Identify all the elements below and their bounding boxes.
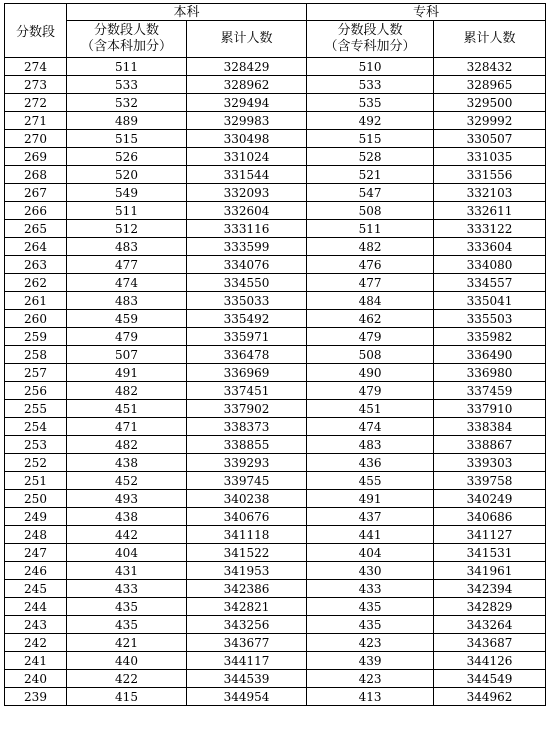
zhuanke-count-cell: 490 — [307, 364, 434, 382]
zhuanke-count-cell: 483 — [307, 436, 434, 454]
zhuanke-count-cell: 474 — [307, 418, 434, 436]
benke-count-cell: 433 — [67, 580, 187, 598]
benke-count-cell: 435 — [67, 616, 187, 634]
benke-cumulative-cell: 339745 — [187, 472, 307, 490]
table-row — [5, 274, 546, 292]
benke-cumulative-cell: 339293 — [187, 454, 307, 472]
benke-count-cell: 421 — [67, 634, 187, 652]
benke-count-cell: 431 — [67, 562, 187, 580]
benke-cumulative-cell: 338373 — [187, 418, 307, 436]
zhuanke-count-header-line2: （含专科加分） — [324, 39, 416, 54]
zhuanke-cumulative-cell: 328965 — [434, 76, 546, 94]
score-cell: 266 — [5, 202, 67, 220]
score-cell: 244 — [5, 598, 67, 616]
benke-count-cell: 549 — [67, 184, 187, 202]
zhuanke-count-header — [307, 21, 434, 58]
benke-cumulative-cell: 341118 — [187, 526, 307, 544]
zhuanke-count-cell: 484 — [307, 292, 434, 310]
zhuanke-cumulative-cell: 331556 — [434, 166, 546, 184]
zhuanke-count-cell: 479 — [307, 382, 434, 400]
table-row — [5, 94, 546, 112]
zhuanke-count-cell: 423 — [307, 670, 434, 688]
benke-count-cell: 482 — [67, 382, 187, 400]
benke-count-cell: 520 — [67, 166, 187, 184]
table-row — [5, 58, 546, 76]
score-cell: 247 — [5, 544, 67, 562]
benke-group-header: 本科 — [67, 4, 307, 21]
table-row — [5, 166, 546, 184]
header-row-columns — [5, 21, 546, 58]
table-row — [5, 472, 546, 490]
score-cell: 263 — [5, 256, 67, 274]
zhuanke-cumulative-cell: 328432 — [434, 58, 546, 76]
zhuanke-count-cell: 511 — [307, 220, 434, 238]
zhuanke-cumulative-cell: 339303 — [434, 454, 546, 472]
score-cell: 270 — [5, 130, 67, 148]
zhuanke-cumulative-cell: 338384 — [434, 418, 546, 436]
table-row — [5, 310, 546, 328]
score-cell: 269 — [5, 148, 67, 166]
table-row — [5, 292, 546, 310]
zhuanke-cumulative-cell: 336980 — [434, 364, 546, 382]
benke-cumulative-cell: 337451 — [187, 382, 307, 400]
zhuanke-cumulative-cell: 332103 — [434, 184, 546, 202]
table-row — [5, 652, 546, 670]
table-row — [5, 400, 546, 418]
score-cell: 252 — [5, 454, 67, 472]
benke-cumulative-cell: 336478 — [187, 346, 307, 364]
benke-cumulative-cell: 328429 — [187, 58, 307, 76]
zhuanke-cumulative-cell: 337910 — [434, 400, 546, 418]
benke-count-cell: 435 — [67, 598, 187, 616]
zhuanke-count-cell: 439 — [307, 652, 434, 670]
benke-cumulative-header: 累计人数 — [187, 21, 307, 58]
zhuanke-count-cell: 515 — [307, 130, 434, 148]
zhuanke-count-cell: 436 — [307, 454, 434, 472]
zhuanke-cumulative-cell: 343687 — [434, 634, 546, 652]
benke-cumulative-cell: 336969 — [187, 364, 307, 382]
benke-count-cell: 440 — [67, 652, 187, 670]
score-column-header: 分数段 — [5, 4, 67, 58]
zhuanke-cumulative-cell: 334080 — [434, 256, 546, 274]
table-row — [5, 346, 546, 364]
benke-cumulative-cell: 343256 — [187, 616, 307, 634]
zhuanke-count-cell: 441 — [307, 526, 434, 544]
benke-count-cell: 532 — [67, 94, 187, 112]
table-row — [5, 688, 546, 706]
benke-cumulative-cell: 329983 — [187, 112, 307, 130]
table-row — [5, 148, 546, 166]
table-row — [5, 220, 546, 238]
zhuanke-cumulative-cell: 334557 — [434, 274, 546, 292]
score-cell: 249 — [5, 508, 67, 526]
benke-count-cell: 415 — [67, 688, 187, 706]
benke-count-cell: 515 — [67, 130, 187, 148]
zhuanke-count-cell: 521 — [307, 166, 434, 184]
zhuanke-count-cell: 533 — [307, 76, 434, 94]
benke-cumulative-cell: 335033 — [187, 292, 307, 310]
score-cell: 255 — [5, 400, 67, 418]
zhuanke-cumulative-cell: 335982 — [434, 328, 546, 346]
zhuanke-count-cell: 430 — [307, 562, 434, 580]
score-cell: 272 — [5, 94, 67, 112]
zhuanke-cumulative-cell: 344962 — [434, 688, 546, 706]
zhuanke-count-cell: 433 — [307, 580, 434, 598]
zhuanke-count-cell: 535 — [307, 94, 434, 112]
table-row — [5, 670, 546, 688]
benke-cumulative-cell: 337902 — [187, 400, 307, 418]
score-cell: 256 — [5, 382, 67, 400]
zhuanke-count-cell: 547 — [307, 184, 434, 202]
zhuanke-count-cell: 404 — [307, 544, 434, 562]
zhuanke-cumulative-cell: 333604 — [434, 238, 546, 256]
benke-count-cell: 507 — [67, 346, 187, 364]
benke-cumulative-cell: 332604 — [187, 202, 307, 220]
table-row — [5, 238, 546, 256]
zhuanke-cumulative-cell: 343264 — [434, 616, 546, 634]
zhuanke-count-cell: 479 — [307, 328, 434, 346]
table-row — [5, 202, 546, 220]
zhuanke-count-cell: 508 — [307, 202, 434, 220]
zhuanke-count-cell: 476 — [307, 256, 434, 274]
benke-count-cell: 533 — [67, 76, 187, 94]
zhuanke-cumulative-cell: 339758 — [434, 472, 546, 490]
benke-cumulative-cell: 344539 — [187, 670, 307, 688]
benke-cumulative-cell: 335492 — [187, 310, 307, 328]
benke-count-cell: 479 — [67, 328, 187, 346]
table-row — [5, 598, 546, 616]
zhuanke-count-cell: 451 — [307, 400, 434, 418]
benke-cumulative-cell: 334076 — [187, 256, 307, 274]
table-row — [5, 184, 546, 202]
table-row — [5, 544, 546, 562]
zhuanke-count-cell: 413 — [307, 688, 434, 706]
zhuanke-cumulative-cell: 331035 — [434, 148, 546, 166]
benke-cumulative-cell: 330498 — [187, 130, 307, 148]
score-cell: 258 — [5, 346, 67, 364]
benke-cumulative-cell: 331024 — [187, 148, 307, 166]
benke-count-cell: 477 — [67, 256, 187, 274]
zhuanke-cumulative-cell: 341127 — [434, 526, 546, 544]
benke-count-header-line1: 分数段人数 — [93, 23, 159, 38]
benke-count-cell: 471 — [67, 418, 187, 436]
benke-count-cell: 422 — [67, 670, 187, 688]
zhuanke-count-cell: 492 — [307, 112, 434, 130]
score-cell: 268 — [5, 166, 67, 184]
zhuanke-count-cell: 435 — [307, 598, 434, 616]
zhuanke-cumulative-cell: 335503 — [434, 310, 546, 328]
zhuanke-count-cell: 491 — [307, 490, 434, 508]
zhuanke-count-cell: 477 — [307, 274, 434, 292]
zhuanke-cumulative-cell: 330507 — [434, 130, 546, 148]
benke-count-cell: 474 — [67, 274, 187, 292]
benke-cumulative-cell: 333599 — [187, 238, 307, 256]
zhuanke-count-cell: 482 — [307, 238, 434, 256]
zhuanke-cumulative-cell: 337459 — [434, 382, 546, 400]
zhuanke-cumulative-cell: 342394 — [434, 580, 546, 598]
zhuanke-count-header-line1: 分数段人数 — [337, 23, 403, 38]
table-row — [5, 490, 546, 508]
table-row — [5, 508, 546, 526]
score-cell: 240 — [5, 670, 67, 688]
table-row — [5, 76, 546, 94]
zhuanke-count-cell: 462 — [307, 310, 434, 328]
benke-cumulative-cell: 341953 — [187, 562, 307, 580]
table-row — [5, 580, 546, 598]
score-cell: 254 — [5, 418, 67, 436]
benke-cumulative-cell: 343677 — [187, 634, 307, 652]
benke-cumulative-cell: 338855 — [187, 436, 307, 454]
benke-cumulative-cell: 340676 — [187, 508, 307, 526]
benke-count-cell: 482 — [67, 436, 187, 454]
zhuanke-cumulative-cell: 335041 — [434, 292, 546, 310]
zhuanke-cumulative-cell: 344126 — [434, 652, 546, 670]
score-cell: 265 — [5, 220, 67, 238]
zhuanke-cumulative-header: 累计人数 — [434, 21, 546, 58]
table-row — [5, 112, 546, 130]
benke-cumulative-cell: 334550 — [187, 274, 307, 292]
score-cell: 243 — [5, 616, 67, 634]
table-row — [5, 616, 546, 634]
zhuanke-cumulative-cell: 340686 — [434, 508, 546, 526]
zhuanke-cumulative-cell: 336490 — [434, 346, 546, 364]
benke-count-cell: 512 — [67, 220, 187, 238]
score-cell: 273 — [5, 76, 67, 94]
table-row — [5, 562, 546, 580]
score-cell: 242 — [5, 634, 67, 652]
benke-count-cell: 483 — [67, 292, 187, 310]
score-cell: 262 — [5, 274, 67, 292]
benke-count-cell: 493 — [67, 490, 187, 508]
zhuanke-group-header: 专科 — [307, 4, 546, 21]
table-row — [5, 328, 546, 346]
zhuanke-cumulative-cell: 342829 — [434, 598, 546, 616]
table-row — [5, 256, 546, 274]
score-cell: 246 — [5, 562, 67, 580]
score-cell: 253 — [5, 436, 67, 454]
benke-count-cell: 511 — [67, 58, 187, 76]
zhuanke-cumulative-cell: 344549 — [434, 670, 546, 688]
table-row — [5, 130, 546, 148]
benke-cumulative-cell: 333116 — [187, 220, 307, 238]
score-cell: 239 — [5, 688, 67, 706]
table-row — [5, 454, 546, 472]
benke-cumulative-cell: 342821 — [187, 598, 307, 616]
zhuanke-cumulative-cell: 332611 — [434, 202, 546, 220]
zhuanke-cumulative-cell: 333122 — [434, 220, 546, 238]
score-distribution-table — [4, 3, 546, 706]
zhuanke-cumulative-cell: 329500 — [434, 94, 546, 112]
score-cell: 248 — [5, 526, 67, 544]
benke-cumulative-cell: 342386 — [187, 580, 307, 598]
zhuanke-cumulative-cell: 341961 — [434, 562, 546, 580]
zhuanke-cumulative-cell: 329992 — [434, 112, 546, 130]
benke-cumulative-cell: 335971 — [187, 328, 307, 346]
table-row — [5, 418, 546, 436]
table-row — [5, 382, 546, 400]
zhuanke-cumulative-cell: 340249 — [434, 490, 546, 508]
benke-cumulative-cell: 344117 — [187, 652, 307, 670]
zhuanke-count-cell: 423 — [307, 634, 434, 652]
score-cell: 267 — [5, 184, 67, 202]
table-body — [5, 58, 546, 706]
benke-count-header-line2: （含本科加分） — [80, 39, 172, 54]
zhuanke-count-cell: 455 — [307, 472, 434, 490]
zhuanke-count-cell: 508 — [307, 346, 434, 364]
score-cell: 245 — [5, 580, 67, 598]
benke-count-cell: 483 — [67, 238, 187, 256]
table-row — [5, 364, 546, 382]
score-cell: 257 — [5, 364, 67, 382]
zhuanke-count-cell: 510 — [307, 58, 434, 76]
score-cell: 259 — [5, 328, 67, 346]
benke-count-cell: 526 — [67, 148, 187, 166]
benke-cumulative-cell: 331544 — [187, 166, 307, 184]
zhuanke-cumulative-cell: 338867 — [434, 436, 546, 454]
benke-count-cell: 404 — [67, 544, 187, 562]
benke-cumulative-cell: 344954 — [187, 688, 307, 706]
score-cell: 251 — [5, 472, 67, 490]
header-row-groups — [5, 4, 546, 21]
benke-count-cell: 452 — [67, 472, 187, 490]
score-cell: 264 — [5, 238, 67, 256]
score-cell: 260 — [5, 310, 67, 328]
score-cell: 274 — [5, 58, 67, 76]
table-row — [5, 436, 546, 454]
benke-count-cell: 511 — [67, 202, 187, 220]
score-cell: 271 — [5, 112, 67, 130]
benke-count-cell: 442 — [67, 526, 187, 544]
table-row — [5, 526, 546, 544]
benke-cumulative-cell: 332093 — [187, 184, 307, 202]
score-cell: 261 — [5, 292, 67, 310]
benke-count-cell: 489 — [67, 112, 187, 130]
benke-cumulative-cell: 329494 — [187, 94, 307, 112]
benke-count-cell: 438 — [67, 508, 187, 526]
zhuanke-count-cell: 437 — [307, 508, 434, 526]
table-header — [5, 4, 546, 58]
benke-count-cell: 438 — [67, 454, 187, 472]
benke-count-cell: 491 — [67, 364, 187, 382]
zhuanke-count-cell: 528 — [307, 148, 434, 166]
score-cell: 250 — [5, 490, 67, 508]
benke-cumulative-cell: 341522 — [187, 544, 307, 562]
benke-cumulative-cell: 328962 — [187, 76, 307, 94]
benke-cumulative-cell: 340238 — [187, 490, 307, 508]
benke-count-header — [67, 21, 187, 58]
score-cell: 241 — [5, 652, 67, 670]
zhuanke-cumulative-cell: 341531 — [434, 544, 546, 562]
table-row — [5, 634, 546, 652]
benke-count-cell: 451 — [67, 400, 187, 418]
zhuanke-count-cell: 435 — [307, 616, 434, 634]
benke-count-cell: 459 — [67, 310, 187, 328]
